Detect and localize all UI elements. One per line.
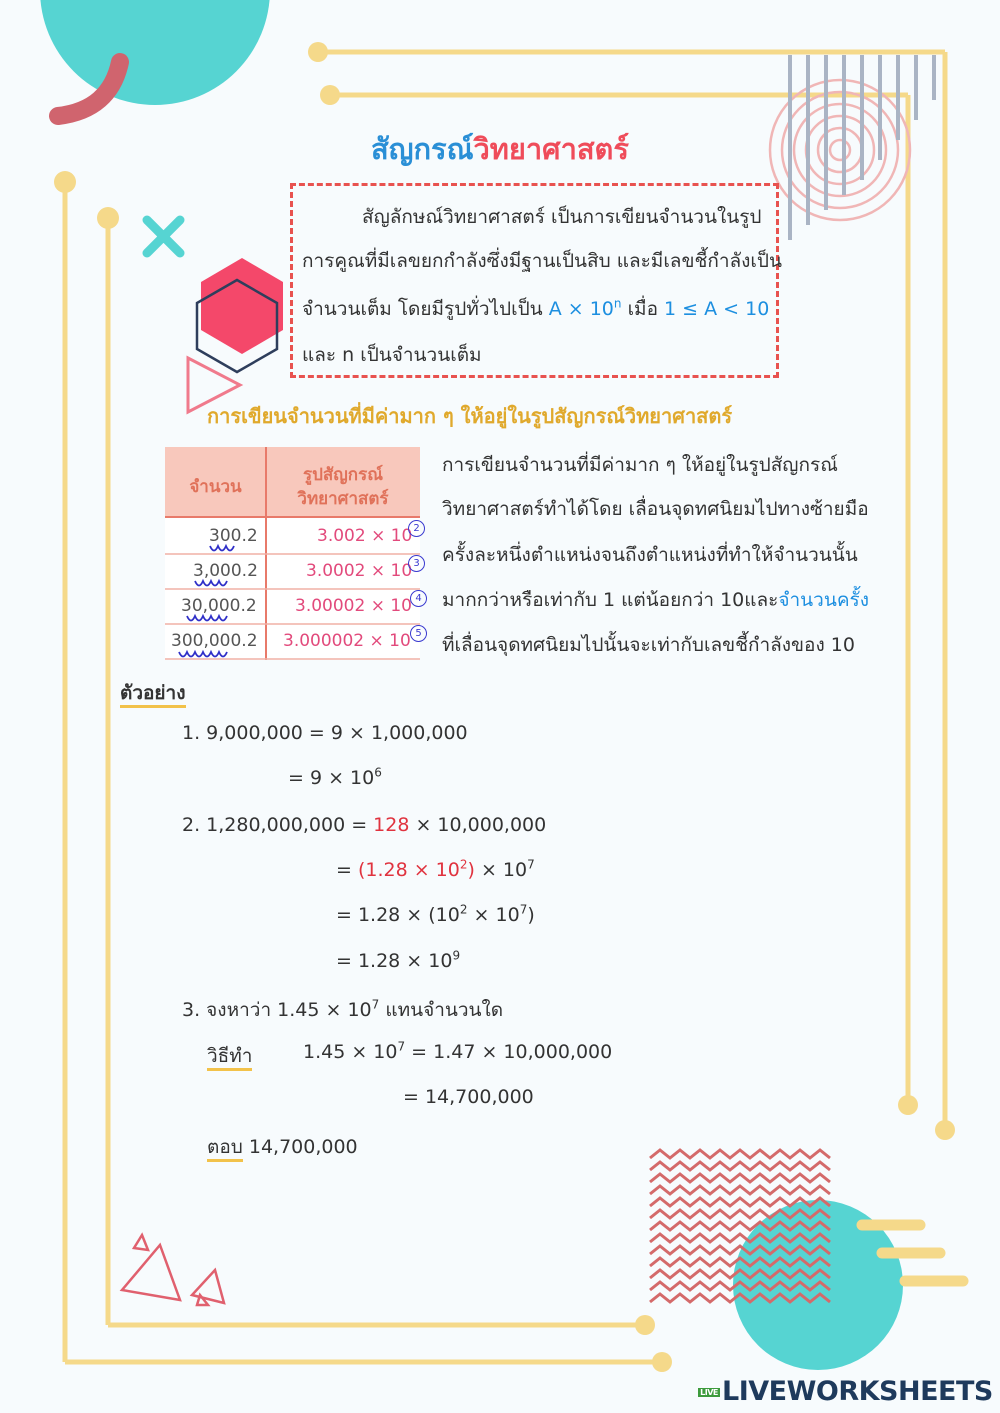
table-row-1-exp: 2 (408, 520, 425, 537)
example-3-line-3: = 14,700,000 (403, 1086, 534, 1108)
liveworksheets-logo: LIVE LIVEWORKSHEETS (698, 1376, 993, 1407)
logo-badge: LIVE (698, 1388, 720, 1397)
explanation-line-1: การเขียนจำนวนที่มีค่ามาก ๆ ให้อยู่ในรูปสัญกรณ์ (442, 454, 838, 476)
example-1-line-2: = $9 \times 10^6$ (288, 765, 382, 789)
table-row-1-sci: 3.002 × 10 (317, 526, 413, 546)
answer-line (207, 1132, 358, 1162)
condition: 1 ≤ A < 10 (664, 298, 770, 320)
explanation-line-2: วิทยาศาสตร์ทำได้โดย เลื่อนจุดทศนิยมไปทางซ้ายมือ (442, 498, 869, 520)
table-row-3-sci: 3.00002 × 10 (295, 596, 412, 616)
table-header-sci-2: วิทยาศาสตร์ (297, 489, 389, 509)
explanation-line-5: ที่เลื่อนจุดทศนิยมไปนั้นจะเท่ากับเลขชี้กำลังของ 10 (442, 634, 855, 656)
examples-heading: ตัวอย่าง (120, 678, 186, 708)
table-header-sci-1: รูปสัญกรณ์ (303, 465, 383, 485)
definition-line-1: สัญลักษณ์วิทยาศาสตร์ เป็นการเขียนจำนวนในรูป (362, 206, 762, 228)
cross-icon (147, 220, 180, 253)
table-row-4-exp: 5 (410, 625, 427, 642)
table-row-3-exp: 4 (410, 590, 427, 607)
table-row-2-number: 3,000.2 (193, 561, 258, 581)
hexagon-filled (201, 258, 283, 354)
answer-value: 14,700,000 (248, 1136, 358, 1158)
example-2-line-2: = $(1.28 \times 10^2) \times 10^7$ (336, 857, 535, 881)
definition-line-2: การคูณที่มีเลขยกกำลังซึ่งมีฐานเป็นสิบ และมีเลขชี้กำลังเป็น (302, 250, 782, 272)
example-2-line-3: = $1.28 \times (10^2 \times 10^7)$ (336, 902, 535, 926)
table-row-1-number: 300.2 (209, 526, 258, 546)
table-row-2-sci: 3.0002 × 10 (306, 561, 413, 581)
table-row-4-sci: 3.000002 × 10 (283, 631, 411, 651)
answer-label: ตอบ (207, 1136, 243, 1162)
teal-circle-top (40, 0, 270, 105)
table-row-3-number: 30,000.2 (181, 596, 257, 616)
example-3-line-1: 3. จงหาว่า $1.45 \times 10^7$ แทนจำนวนใด (182, 997, 504, 1021)
method-label: วิธีทำ (207, 1041, 252, 1071)
example-2-line-1: 2. 1,280,000,000 = 128 × 10,000,000 (182, 814, 547, 836)
explanation-line-4: มากกว่าหรือเท่ากับ 1 แต่น้อยกว่า 10และจำนวนครั้ง (442, 589, 870, 611)
table-row-2-exp: 3 (408, 555, 425, 572)
example-2-line-4: = $1.28 \times 10^9$ (336, 948, 461, 972)
definition-line-4: และ n เป็นจำนวนเต็ม (302, 344, 482, 366)
bottom-triangles (122, 1235, 224, 1305)
explanation-line-3: ครั้งละหนึ่งตำแหน่งจนถึงตำแหน่งที่ทำให้จำนวนนั้น (442, 544, 858, 566)
table-row-4-number: 300,000.2 (171, 631, 258, 651)
page-title: สัญกรณ์วิทยาศาสตร์ (371, 132, 629, 166)
example-table (165, 447, 420, 660)
general-form: $A \times 10^n$ (548, 296, 622, 320)
definition-line-3: จำนวนเต็ม โดยมีรูปทั่วไปเป็น $A \times 10^n$ เมื่อ 1 ≤ A < 10 (302, 296, 770, 320)
example-1-line-1: 1. 9,000,000 = 9 × 1,000,000 (182, 722, 468, 744)
example-3-line-2: $1.45 \times 10^7 = 1.47 \times 10,000,000$ (303, 1039, 613, 1063)
table-header-number: จำนวน (189, 477, 242, 497)
section-subheading: การเขียนจำนวนที่มีค่ามาก ๆ ให้อยู่ในรูปสัญกรณ์วิทยาศาสตร์ (207, 404, 733, 428)
